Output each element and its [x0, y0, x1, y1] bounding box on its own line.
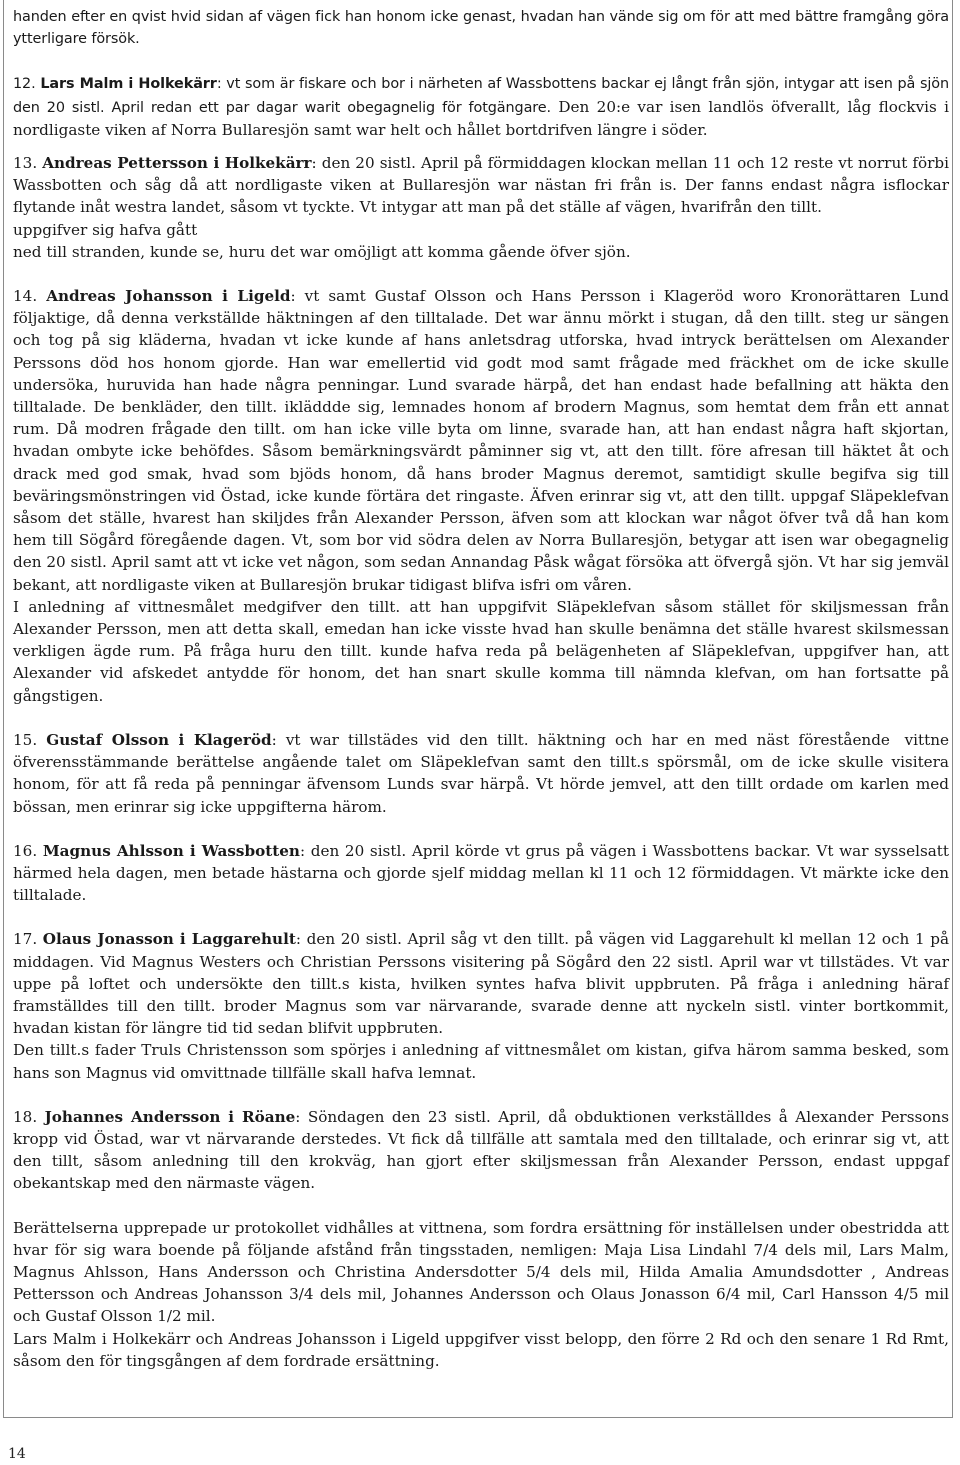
closing-paragraph: Lars Malm i Holkekärr och Andreas Johansson i Ligeld uppgifver visst belopp, den förre 2 Rd och den senare 1 Rd Rmt, såsom den för tingsgången af dem fordrade ersättning.: [13, 1329, 949, 1370]
intro-paragraph: handen efter en qvist hvid sidan af vägen fick han honom icke genast, hvadan han vände sig om för att med bättre framgång göra ytterligare försök.: [13, 9, 949, 48]
entry-17: [13, 928, 949, 1039]
entry-number: 12.: [13, 76, 36, 93]
entry-number: 17.: [13, 930, 38, 949]
entry-15: [13, 729, 949, 818]
entry-17-continued: Den tillt.s fader Truls Christensson som spörjes i anledning af vittnesmålet om kistan, gifva härom samma besked, som hans son Magnus vid omvittnade tillfälle skall hafva lemnat.: [13, 1041, 949, 1082]
entry-number: 16.: [13, 841, 38, 860]
witness-name: Johannes Andersson i Röane: [44, 1107, 296, 1126]
entry-16: [13, 840, 949, 907]
page-number: 14: [8, 1446, 26, 1462]
entry-number: 13.: [13, 154, 38, 173]
entry-14: [13, 285, 949, 596]
closing-paragraph: Berättelserna upprepade ur protokollet vidhålles at vittnena, som fordra ersättning för inställelsen under obestridda att hvar för sig wara boende på följande afstånd från tingsstaden, nemligen: Maja Lisa Lindahl 7/4 dels mil, Lars Malm, Magnus Ahlsson, Hans Andersson och Christina Andersdotter 5/4 dels mil, Hilda Amalia Amundsdotter , Andreas Pettersson och Andreas Johansson 3/4 dels mil, Johannes Andersson och Olaus Jonasson 6/4 mil, Carl Hansson 4/5 mil och Gustaf Olsson 1/2 mil.: [13, 1218, 949, 1326]
entry-text-continued: Den 20:e var isen landlös öfverallt, låg flockvis i nordligaste viken af Norra Bullaresjön samt war helt och hållet bortdrifven längre i söder.: [13, 97, 949, 139]
entry-text: : Söndagen den 23 sistl. April, då obduktionen verkställdes å Alexander Perssons kropp vid Östad, war vt närvarande derstedes. Vt fick då tillfälle att samtala med den tilltalade, och erinrar sig vt, att den tillt, såsom anledning till den krokväg, han gjort efter skiljsmessan från Alexander Persson, endast uppgaf obekantskap med den närmaste vägen.: [13, 1107, 949, 1193]
entry-number: 14.: [13, 287, 38, 306]
entry-13-line: ned till stranden, kunde se, huru det war omöjligt att komma gående öfver sjön.: [13, 242, 631, 261]
witness-name: Gustaf Olsson i Klageröd: [46, 730, 272, 749]
entry-14-continued: I anledning af vittnesmålet medgifver den tillt. att han uppgifvit Släpeklefvan såsom stället för skiljsmessan från Alexander Persson, men att detta skall, emedan han icke visste hvad han skulle benämna det ställe hvarest skilsmessan verkligen ägde rum. På fråga huru den tillt. kunde hafva reda på belägenheten af Släpeklefvan, uppgifver han, att Alexander vid afskedet antydde för honom, det han snart skulle komma till nämnda klefvan, om han fortsatte på gångstigen.: [13, 597, 949, 705]
entry-text: : vt war tillstädes vid den tillt. häktning och har en med näst föreståendeᅟvittne öfverensstämmande berättelse angående talet om Släpeklefvan samt den tillt.s spörsmål, om de icke skulle visitera honom, för att få reda på penningar äfvensom Lunds svar härpå. Vt hörde jemvel, att den tillt ordade om karlen med bössan, men erinrar sig icke uppgifterna härom.: [13, 730, 950, 816]
entry-number: 15.: [13, 730, 38, 749]
entry-text: : den 20 sistl. April såg vt den tillt. på vägen vid Laggarehult kl mellan 12 och 1 på middagen. Vid Magnus Westers och Christian Perssons visitering på Sögård den 22 sistl. April war vt tillstädes. Vt var uppe på loftet och undersökte den tillt.s kista, hvilken syntes hafva blivit uppbruten. På fråga i anledning häraf framställdes till den tillt. broder Magnus som var närvarande, svarade denne att nyckeln sistl. vinter bortkommit, hvadan kistan för längre tid tid sedan blifvit uppbruten.: [13, 930, 950, 1038]
entry-text: : vt samt Gustaf Olsson och Hans Persson i Klageröd woro Kronorättaren Lund följaktige, då denna verkställde häktningen af den tilltalade. Det war ännu mörkt i stugan, då den tillt. steg ur sängen och tog på sig kläderna, hvadan vt icke kunde af hans anletsdrag utforska, hvad intryck berättelsen om Alexander Perssons död hos honom gjorde. Han war emellertid vid godt mod samt frågade med fräckhet om de icke skulle undersöka, huruvida han hade några penningar. Lund svarade härpå, det han endast hade befallning att häkta den tilltalade. De benkläder, den tillt. ikläddde sig, lemnades honom af brodern Magnus, som hemtat dem från ett annat rum. Då modren frågade den tillt. om han icke ville byta om linne, svarade han, att han endast några haft skjortan, hvadan ombyte icke behöfdes. Såsom bemärkningsvärdt påminner sig vt, att den tillt. före afresan till häktet åt och drack med god smak, hvad som bjöds honom, då hans broder Magnus deremot, samtidigt skulle begifva sig till beväringsmönstringen vid Östad, icke kunde förtära det ringaste. Äfven erinrar sig vt, att den tillt. uppgaf Släpeklefvan såsom det ställe, hvarest han skiljdes från Alexander Persson, äfven som att klockan war något öfver två då han kom hem till Sögård föregående dagen. Vt, som bor vid södra delen av Norra Bullaresjön, betygar att isen war obegagnelig den 20 sistl. April samt att vt icke vet någon, som sedan Annandag Påsk wågat försöka att öfvergå sjön. Vt har sig jemväl bekant, att nordligaste viken at Bullaresjön brukar tidigast blifva isfri om våren.: [13, 287, 950, 594]
witness-name: Andreas Pettersson i Holkekärr: [42, 154, 312, 173]
document-body: [13, 6, 949, 1372]
entry-text: : den 20 sistl. April körde vt grus på vägen i Wassbottens backar. Vt war sysselsatt härmed hela dagen, men betade hästarna och gjorde sjelf middag mellan kl 11 och 12 förmiddagen. Vt märkte icke den tilltalade.: [13, 841, 949, 905]
entry-18: [13, 1106, 949, 1195]
witness-name: Olaus Jonasson i Laggarehult: [42, 930, 296, 949]
entry-text: : vt som är fiskare och bor i närheten af Wassbottens backar ej långt från sjön, intygar att isen på sjön den 20 sistl. April redan ett par dagar warit obegagnelig för fotgängare.: [13, 76, 949, 116]
entry-number: 18.: [13, 1107, 38, 1126]
entry-text: : den 20 sistl. April på förmiddagen klockan mellan 11 och 12 reste vt norrut förbi Wassbotten och såg då att nordligaste viken at Bullaresjön war nästan fri från is. Der fanns endast några isflockar flytande inåt westra landet, såsom vt tyckte. Vt intygar att man på det ställe af vägen, hvarifrån den tillt.: [13, 154, 950, 217]
witness-name: Andreas Johansson i Ligeld: [46, 287, 291, 306]
entry-13-line: uppgifver sig hafva gått: [13, 220, 198, 239]
witness-name: Lars Malm i Holkekärr: [40, 76, 217, 93]
entry-13: [13, 152, 949, 219]
witness-name: Magnus Ahlsson i Wassbotten: [42, 841, 300, 860]
entry-12: [13, 72, 949, 141]
